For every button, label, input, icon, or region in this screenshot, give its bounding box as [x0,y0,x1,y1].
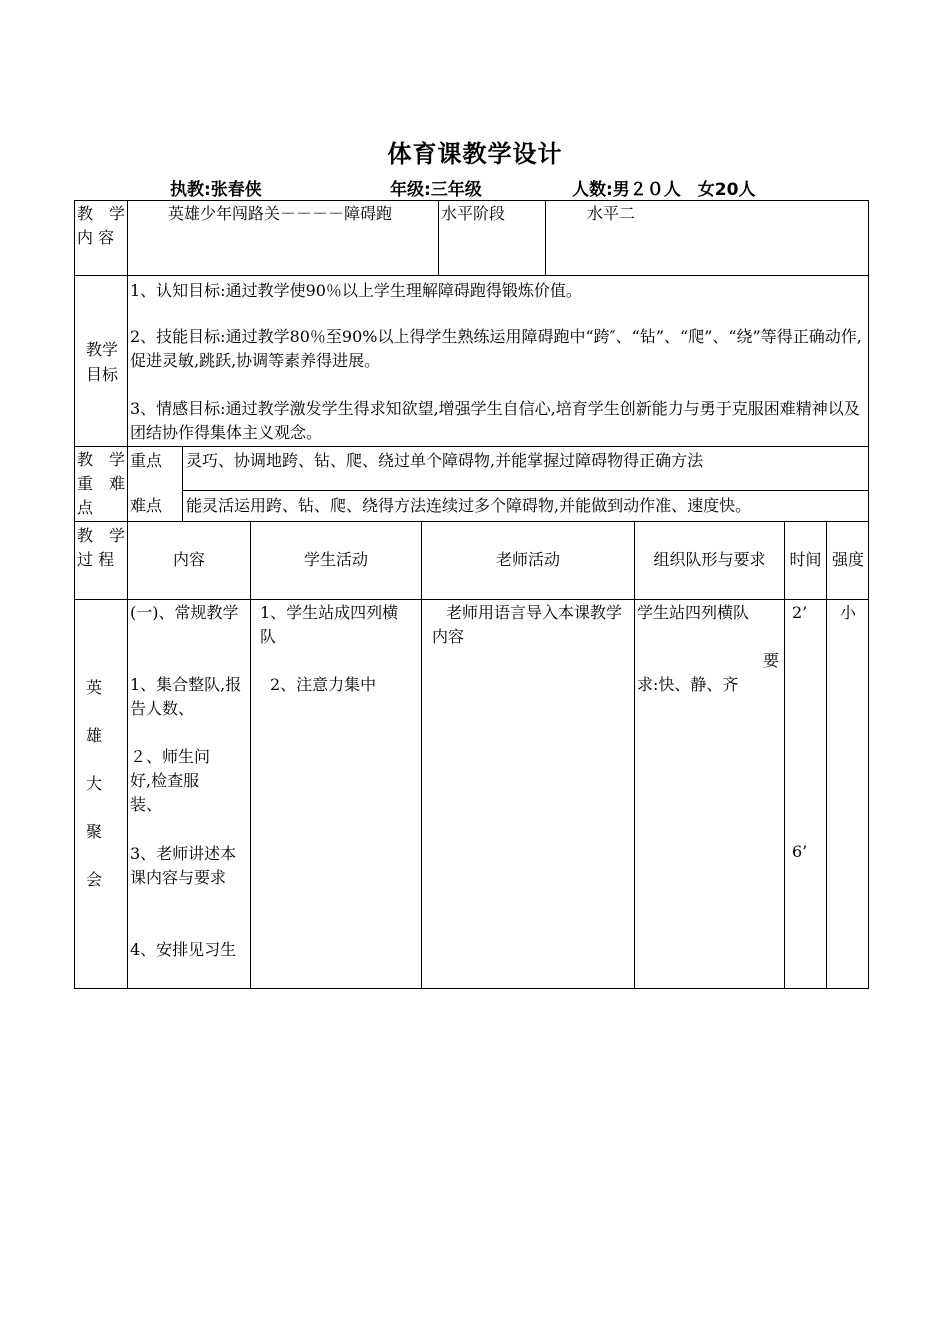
row-divider [74,521,869,522]
organization-line: 求:快、静、齐 [637,675,739,694]
student-item: 2、注意力集中 [270,675,377,694]
process-label: 教 学 过 程 [77,526,126,569]
row-divider [74,599,869,600]
key-point-label: 重点 [130,451,163,470]
col-divider [826,521,827,989]
content-item: 3、老师讲述本课内容与要求 [130,844,237,887]
count-label: 人数:男２０人 女20人 [572,180,756,200]
header-student-activity: 学生活动 [303,550,368,569]
col-divider [127,200,128,989]
row-divider [74,275,869,276]
level-label: 水平阶段 [441,204,506,223]
col-divider [421,521,422,989]
col-divider [182,446,183,521]
goal-skill: 2、技能目标:通过教学80％至90%以上得学生熟练运用障碍跑中“跨″、“钻”、“爬”、“绕”等得正确动作,促进灵敏,跳跃,协调等素养得进展。 [130,327,862,370]
student-item: 1、学生站成四列横队 [260,603,399,646]
key-points-label: 教 学 重 难 点 [77,450,126,517]
header-intensity: 强度 [831,550,864,569]
teacher-label: 执教:张春侠 [170,180,262,200]
difficult-point-label: 难点 [130,496,163,515]
row-divider [182,490,869,491]
content-item: ２、师生问好,检查服装、 [130,747,211,814]
section-name: 英 雄 大 聚 会 [85,678,102,889]
content-item: 4、安排见习生 [130,940,237,959]
difficult-point-text: 能灵活运用跨、钻、爬、绕得方法连续过多个障碍物,并能做到动作准、速度快。 [186,496,752,515]
organization-line: 学生站四列横队 [637,603,750,622]
header-teacher-activity: 老师活动 [495,550,560,569]
level-value: 水平二 [587,204,636,223]
header-organization: 组织队形与要求 [653,550,766,569]
page-title: 体育课教学设计 [387,140,563,168]
header-content: 内容 [172,550,205,569]
organization-line: 要 [762,651,779,670]
time-value: 2’ [792,603,808,622]
intensity-value: 小 [839,603,856,622]
key-point-text: 灵巧、协调地跨、钻、爬、绕过单个障碍物,并能掌握过障碍物得正确方法 [186,451,704,470]
goals-label: 教学目标 [85,340,118,384]
content-item: 1、集合整队,报告人数、 [130,675,242,718]
content-text: 英雄少年闯路关－－－－障碍跑 [168,204,393,223]
goal-emotion: 3、情感目标:通过教学激发学生得求知欲望,增强学生自信心,培育学生创新能力与勇于克服困难精神以及团结协作得集体主义观念。 [130,399,860,442]
row-divider [74,446,869,447]
col-divider [438,200,439,275]
grade-label: 年级:三年级 [390,180,482,200]
header-time: 时间 [789,550,822,569]
teacher-activity: 老师用语言导入本课教学内容 [432,603,623,646]
time-value: 6’ [792,842,808,861]
col-divider [784,521,785,989]
col-divider [250,521,251,989]
content-row-label: 教 学 内 容 [77,204,126,247]
goal-cognitive: 1、认知目标:通过教学使90％以上学生理解障碍跑得锻炼价值。 [130,281,582,300]
col-divider [634,521,635,989]
col-divider [545,200,546,275]
content-item: (一)、常规教学 [130,603,239,622]
